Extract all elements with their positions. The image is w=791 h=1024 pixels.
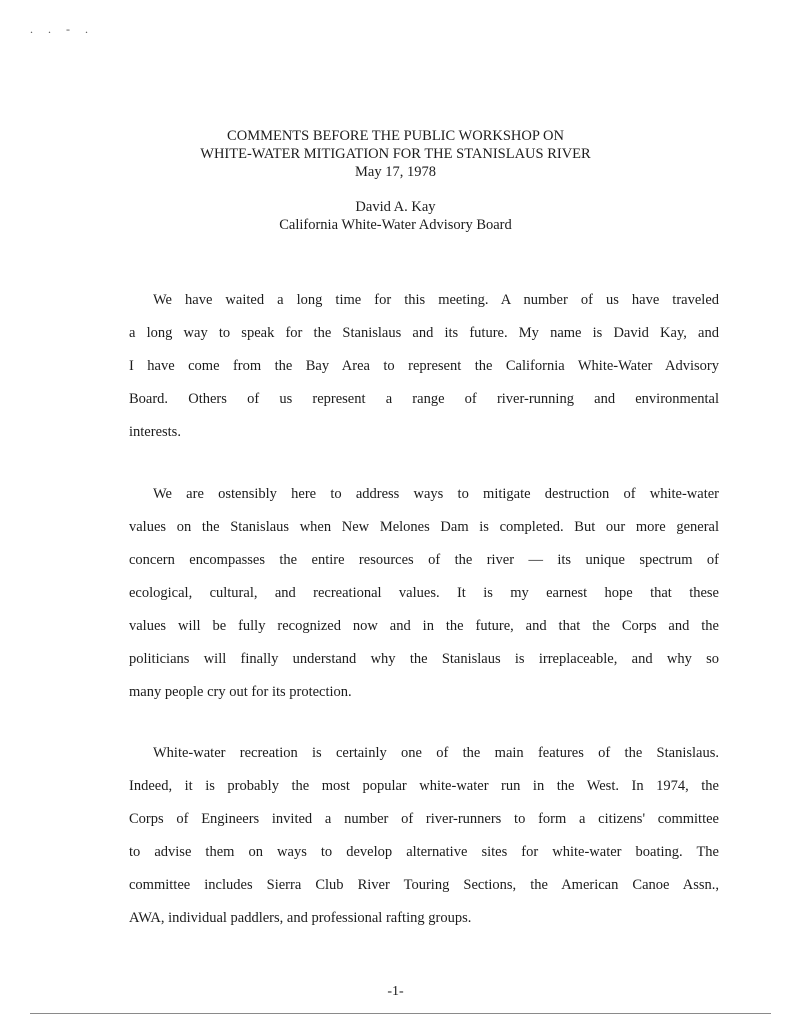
paragraph-line: to advise them on ways to develop alternative sites for white-water boating. The bbox=[129, 844, 719, 860]
body-paragraph-2 bbox=[129, 478, 719, 709]
paragraph-line: many people cry out for its protection. bbox=[129, 684, 352, 700]
paragraph-line: politicians will finally understand why the Stanislaus is irreplaceable, and why so bbox=[129, 651, 719, 667]
paragraph-line: Corps of Engineers invited a number of river-runners to form a citizens' committee bbox=[129, 811, 719, 827]
body-paragraph-1 bbox=[129, 284, 719, 449]
document-heading bbox=[0, 127, 791, 181]
paragraph-line: Indeed, it is probably the most popular white-water run in the West. In 1974, the bbox=[129, 778, 719, 794]
scan-corner-marks: . . - . bbox=[30, 22, 94, 36]
paragraph-line: committee includes Sierra Club River Touring Sections, the American Canoe Assn., bbox=[129, 877, 719, 893]
paragraph-line: We have waited a long time for this meeting. A number of us have traveled bbox=[153, 292, 719, 308]
paragraph-line: interests. bbox=[129, 424, 181, 440]
paragraph-line: AWA, individual paddlers, and professional rafting groups. bbox=[129, 910, 472, 926]
paragraph-line: We are ostensibly here to address ways to mitigate destruction of white-water bbox=[153, 486, 719, 502]
paragraph-line: concern encompasses the entire resources of the river — its unique spectrum of bbox=[129, 552, 719, 568]
paragraph-line: Board. Others of us represent a range of river-running and environmental bbox=[129, 391, 719, 407]
page-number: -1- bbox=[387, 984, 404, 999]
author-affiliation: California White-Water Advisory Board bbox=[279, 217, 512, 233]
author-name: David A. Kay bbox=[355, 199, 436, 215]
paragraph-line: a long way to speak for the Stanislaus and its future. My name is David Kay, and bbox=[129, 325, 719, 341]
paragraph-line: ecological, cultural, and recreational values. It is my earnest hope that these bbox=[129, 585, 719, 601]
heading-date: May 17, 1978 bbox=[355, 164, 436, 180]
heading-line-1: COMMENTS BEFORE THE PUBLIC WORKSHOP ON bbox=[227, 128, 564, 144]
body-paragraph-3 bbox=[129, 737, 719, 935]
author-block bbox=[0, 198, 791, 234]
scan-bottom-edge-line bbox=[30, 1013, 771, 1014]
paragraph-line: White-water recreation is certainly one of the main features of the Stanislaus. bbox=[153, 745, 719, 761]
paragraph-line: values will be fully recognized now and in the future, and that the Corps and the bbox=[129, 618, 719, 634]
paragraph-line: I have come from the Bay Area to represent the California White-Water Advisory bbox=[129, 358, 719, 374]
heading-line-2: WHITE-WATER MITIGATION FOR THE STANISLAUS RIVER bbox=[200, 146, 591, 162]
paragraph-line: values on the Stanislaus when New Melones Dam is completed. But our more general bbox=[129, 519, 719, 535]
